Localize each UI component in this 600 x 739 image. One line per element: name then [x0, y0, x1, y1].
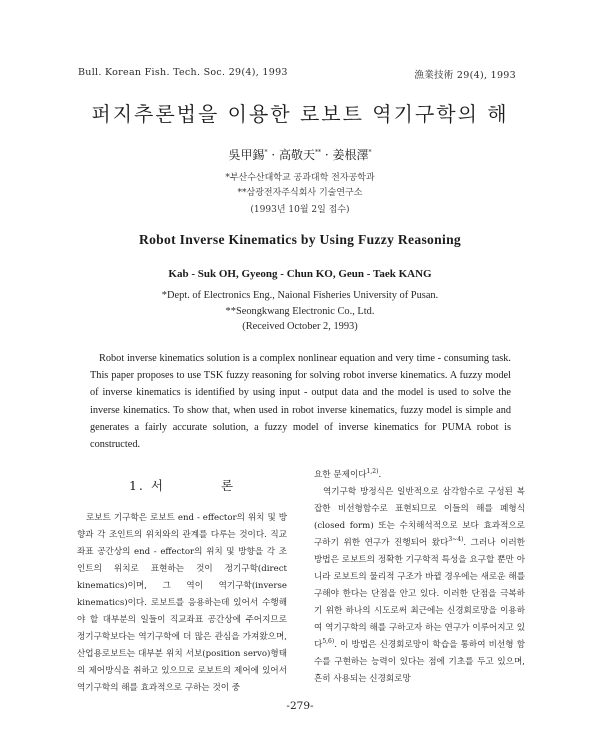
citation: 1,2)	[366, 468, 379, 476]
author-3-mark: *	[368, 149, 372, 156]
author-3: 姜根澤	[332, 148, 369, 162]
body-paragraph	[314, 467, 525, 484]
english-affiliation-1: *Dept. of Electronics Eng., Naional Fisheries University of Pusan.	[161, 290, 439, 301]
paragraph-text: 요한 문제이다	[314, 470, 367, 480]
author-separator: ·	[324, 148, 329, 162]
author-2: 高敬天	[278, 148, 315, 162]
paragraph-text: . 그러나 이러한 방법은 로보트의 정확한 기구학적 특성을 요구할 뿐만 아니라 로보트의 물리적 구조가 바뀔 경우에는 새로운 해를 구해야 한다는 단점을 안고 있다. 이러한 단점을 극복하기 위한 하나의 시도로써 최근에는 신경회로망을 이용하여 역기구학의 해를 구하고자 하는 연구가 이루어지고 있다	[314, 538, 525, 650]
author-separator: ·	[271, 148, 276, 162]
abstract-text: Robot inverse kinematics solution is a complex nonlinear equation and very time - consuming task. This paper proposes to use TSK fuzzy reasoning for solving robot inverse kinematics. A fuzzy model of inverse kinematics is identified by using input - output data and the model is used to solve the inverse kinematics. To show that, when used in robot inverse kinematics, fuzzy model is simple and generates a fairly accurate solution, a fuzzy model of inverse kinematics for PUMA robot is constructed.	[90, 353, 511, 451]
section-heading	[77, 476, 287, 494]
journal-header-english: Bull. Korean Fish. Tech. Soc. 29(4), 1993	[78, 67, 288, 78]
citation: 3~4)	[448, 536, 464, 544]
korean-affiliation-1: *부산수산대학교 공과대학 전자공학과	[225, 173, 375, 183]
left-column	[77, 510, 287, 697]
paragraph-text: 역기구학 방정식은 일반적으로 삼각함수로 구성된 복잡한 비선형함수로 표현되므로 이들의 해를 폐형식(closed form) 또는 수치해석적으로 보다 효과적으로 구하기 위한 연구가 진행되어 왔다	[314, 487, 525, 548]
author-1-mark: *	[264, 149, 268, 156]
english-received-date: (Received October 2, 1993)	[242, 321, 358, 332]
english-authors: Kab - Suk OH, Gyeong - Chun KO, Geun - Taek KANG	[168, 268, 432, 280]
korean-affiliation-2: **삼광전자주식회사 기술연구소	[237, 188, 363, 198]
abstract	[90, 350, 511, 453]
author-2-mark: **	[315, 149, 321, 156]
right-column	[314, 467, 525, 688]
korean-authors	[0, 146, 600, 163]
paragraph-text: . 이 방법은 신경회로망이 학습을 통하여 비선형 함수를 구현하는 능력이 있다는 점에 기초를 두고 있으며, 흔히 사용되는 신경회로망	[314, 640, 525, 684]
section-heading-end: 론	[220, 478, 236, 493]
body-paragraph	[314, 484, 525, 688]
english-affiliation-2: **Seongkwang Electronic Co., Ltd.	[225, 306, 375, 317]
korean-title: 퍼지추론법을 이용한 로보트 역기구학의 해	[91, 102, 509, 126]
citation: 5,6)	[322, 638, 335, 646]
section-heading-number: 1. 서	[128, 478, 165, 493]
journal-header-korean: 漁業技術 29(4), 1993	[414, 70, 516, 81]
english-title: Robot Inverse Kinematics by Using Fuzzy Reasoning	[138, 232, 462, 247]
paragraph-text: .	[378, 470, 382, 480]
page-number: -279-	[286, 700, 314, 712]
author-1: 吳甲錫	[228, 148, 265, 162]
body-paragraph: 로보트 기구학은 로보트 end - effector의 위치 및 방향과 각 조인트의 위치와의 관계를 다루는 것이다. 직교좌표 공간상의 end - effector의 위치 및 방향을 각 조인트의 위치로 표현하는 것이 정기구학(direct kinematics)이며, 그 역이 역기구학(inverse kinematics)이다. 로보트를 응용하는데 있어서 수행해야 할 대부분의 일들이 직교좌표 공간상에 주어지므로 정기구학보다는 역기구학에 더 많은 관심을 가져왔으며, 산업용로보트는 대부분 위치 서보(position servo)형태의 제어방식을 취하고 있으므로 로보트의 제어에 있어서 역기구학의 해를 효과적으로 구하는 것이 중	[77, 513, 287, 693]
korean-received-date: (1993년 10월 2일 접수)	[250, 205, 350, 215]
